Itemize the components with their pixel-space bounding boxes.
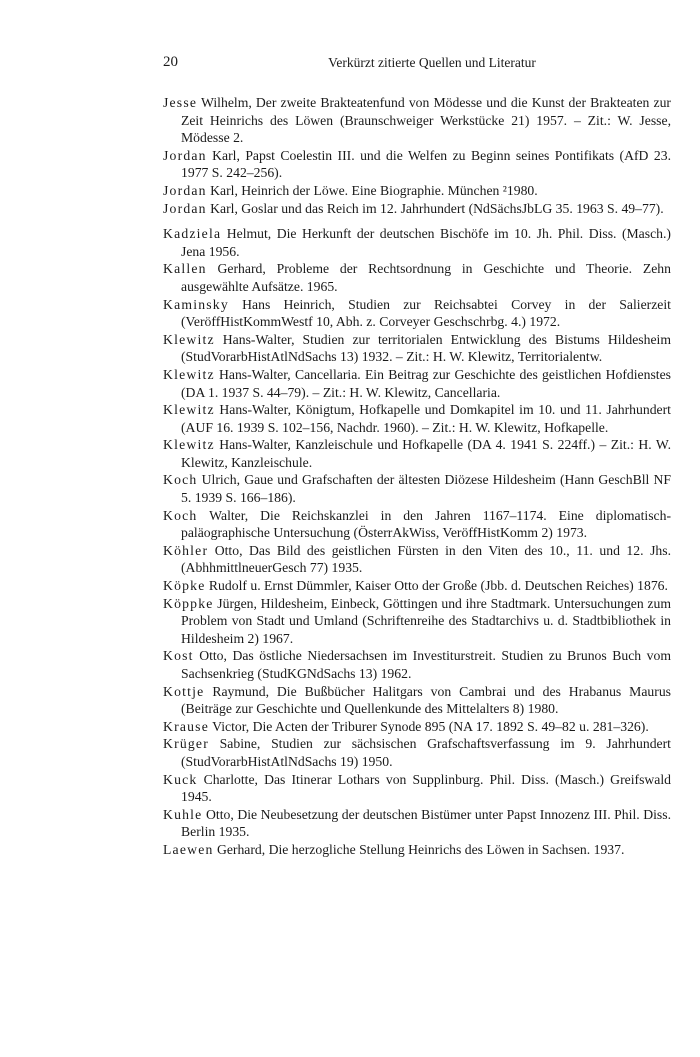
bibliography-entry [163, 471, 671, 506]
entry-author: Jordan [163, 200, 207, 216]
entry-text: Karl, Goslar und das Reich im 12. Jahrhundert (NdSächsJbLG 35. 1963 S. 49–77). [206, 200, 664, 216]
bibliography-entry [163, 841, 671, 859]
entry-text: Karl, Papst Coelestin III. und die Welfen zu Beginn seines Pontifikats (AfD 23. 1977 S. 242–256). [181, 147, 671, 181]
entry-text: Otto, Das östliche Niedersachsen im Investiturstreit. Studien zu Brunos Buch vom Sachsenkrieg (StudKGNdSachs 13) 1962. [181, 648, 671, 681]
bibliography-entry [163, 436, 671, 471]
entry-text: Raymund, Die Bußbücher Halitgars von Cambrai und des Hrabanus Maurus (Beiträge zur Geschichte und Quellenkunde des Mittelalters 8) 1980. [181, 683, 671, 717]
bibliography-entry [163, 200, 671, 218]
entry-text: Hans-Walter, Cancellaria. Ein Beitrag zur Geschichte des geistlichen Hofdienstes (DA 1. 1937 S. 44–79). – Zit.: H. W. Klewitz, Cancellaria. [181, 366, 671, 400]
entry-text: Helmut, Die Herkunft der deutschen Bischöfe im 10. Jh. Phil. Diss. (Masch.) Jena 1956. [181, 226, 671, 259]
entry-text: Otto, Die Neubesetzung der deutschen Bistümer unter Papst Innozenz III. Phil. Diss. Berlin 1935. [181, 806, 671, 840]
entry-author: Köhler [163, 542, 209, 558]
entry-text: Otto, Das Bild des geistlichen Fürsten in den Viten des 10., 11. und 12. Jhs. (AbhhmittlneuerGesch 77) 1935. [181, 542, 671, 576]
bibliography-entry [163, 507, 671, 542]
entry-author: Kuhle [163, 806, 203, 822]
entry-text: Charlotte, Das Itinerar Lothars von Supplinburg. Phil. Diss. (Masch.) Greifswald 1945. [181, 771, 671, 805]
entry-text: Karl, Heinrich der Löwe. Eine Biographie. München ²1980. [206, 182, 538, 198]
page-number: 20 [163, 54, 178, 70]
entry-text: Hans-Walter, Kanzleischule und Hofkapelle (DA 4. 1941 S. 224ff.) – Zit.: H. W. Klewitz, Kanzleischule. [181, 437, 671, 470]
entry-author: Koch [163, 472, 198, 488]
entry-author: Klewitz [163, 402, 215, 418]
entry-text: Rudolf u. Ernst Dümmler, Kaiser Otto der Große (Jbb. d. Deutschen Reiches) 1876. [205, 578, 668, 594]
entry-text: Hans-Walter, Studien zur territorialen Entwicklung des Bistums Hildesheim (StudVorarbHistAtlNdSachs 13) 1932. – Zit.: H. W. Klewitz, Territorialentw. [181, 331, 671, 365]
entry-author: Koch [163, 507, 198, 523]
bibliography-entry [163, 577, 671, 595]
bibliography-entry [163, 806, 671, 841]
bibliography-entry [163, 366, 671, 401]
entry-author: Köppke [163, 595, 214, 611]
entry-author: Jordan [163, 182, 207, 198]
bibliography-entry [163, 401, 671, 436]
entry-author: Krause [163, 718, 209, 734]
entry-text: Hans Heinrich, Studien zur Reichsabtei Corvey in der Salierzeit (VeröffHistKommWestf 10, Abh. z. Corveyer Geschschrbg. 4.) 1972. [181, 296, 671, 330]
entry-author: Kuck [163, 771, 198, 787]
bibliography-entry [163, 771, 671, 806]
entry-author: Klewitz [163, 366, 215, 382]
bibliography-entry [163, 296, 671, 331]
entry-text: Hans-Walter, Königtum, Hofkapelle und Domkapitel im 10. und 11. Jahrhundert (AUF 16. 1939 S. 102–156, Nachdr. 1960). – Zit.: H. W. Klewitz, Hofkapelle. [181, 402, 671, 435]
entry-author: Kadziela [163, 226, 222, 242]
bibliography-entry [163, 331, 671, 366]
bibliography-entry [163, 542, 671, 577]
bibliography-entry [163, 260, 671, 295]
bibliography-entry [163, 225, 671, 260]
entry-author: Kottje [163, 683, 205, 699]
entry-author: Kaminsky [163, 296, 229, 312]
entry-text: Ulrich, Gaue und Grafschaften der ältesten Diözese Hildesheim (Hann GeschBll NF 5. 1939 S. 166–186). [181, 472, 671, 506]
entry-author: Laewen [163, 841, 214, 857]
bibliography-entry [163, 647, 671, 682]
entry-author: Krüger [163, 736, 209, 752]
entry-author: Jordan [163, 147, 207, 163]
entry-text: Victor, Die Acten der Triburer Synode 895 (NA 17. 1892 S. 49–82 u. 281–326). [208, 718, 649, 734]
entry-author: Kallen [163, 261, 207, 277]
entry-text: Gerhard, Probleme der Rechtsordnung in Geschichte und Theorie. Zehn ausgewählte Aufsätze. 1965. [181, 261, 671, 294]
bibliography-entry [163, 595, 671, 648]
running-title: Verkürzt zitierte Quellen und Literatur [328, 55, 536, 70]
entry-text: Gerhard, Die herzogliche Stellung Heinrichs des Löwen in Sachsen. 1937. [213, 841, 625, 857]
entry-author: Kost [163, 648, 194, 664]
bibliography-entry [163, 94, 671, 147]
bibliography-entry [163, 147, 671, 182]
bibliography-entry [163, 182, 671, 200]
entry-text: Walter, Die Reichskanzlei in den Jahren 1167–1174. Eine diplomatisch-paläographische Untersuchung (ÖsterrAkWiss, VeröffHistKomm 2) 1973. [181, 507, 671, 541]
bibliography-entry [163, 735, 671, 770]
entry-author: Köpke [163, 578, 206, 594]
page-header [163, 54, 671, 76]
entry-text: Jürgen, Hildesheim, Einbeck, Göttingen und ihre Stadtmark. Untersuchungen zum Problem von Stadt und Umland (Schriftenreihe des Stadtarchivs u. d. Stadtbibliothek in Hildesheim 2) 1967. [181, 595, 671, 646]
entry-author: Klewitz [163, 437, 215, 453]
bibliography-entry [163, 683, 671, 718]
bibliography-entry [163, 718, 671, 736]
entry-text: Sabine, Studien zur sächsischen Grafschaftsverfassung im 9. Jahrhundert (StudVorarbHistAtlNdSachs 19) 1950. [181, 736, 671, 769]
entry-text: Wilhelm, Der zweite Brakteatenfund von Mödesse und die Kunst der Brakteaten zur Zeit Heinrichs des Löwen (Braunschweiger Werkstücke 21) 1957. – Zit.: W. Jesse, Mödesse 2. [181, 95, 671, 146]
entry-author: Jesse [163, 95, 198, 110]
entry-author: Klewitz [163, 331, 215, 347]
bibliography-list [163, 94, 671, 859]
